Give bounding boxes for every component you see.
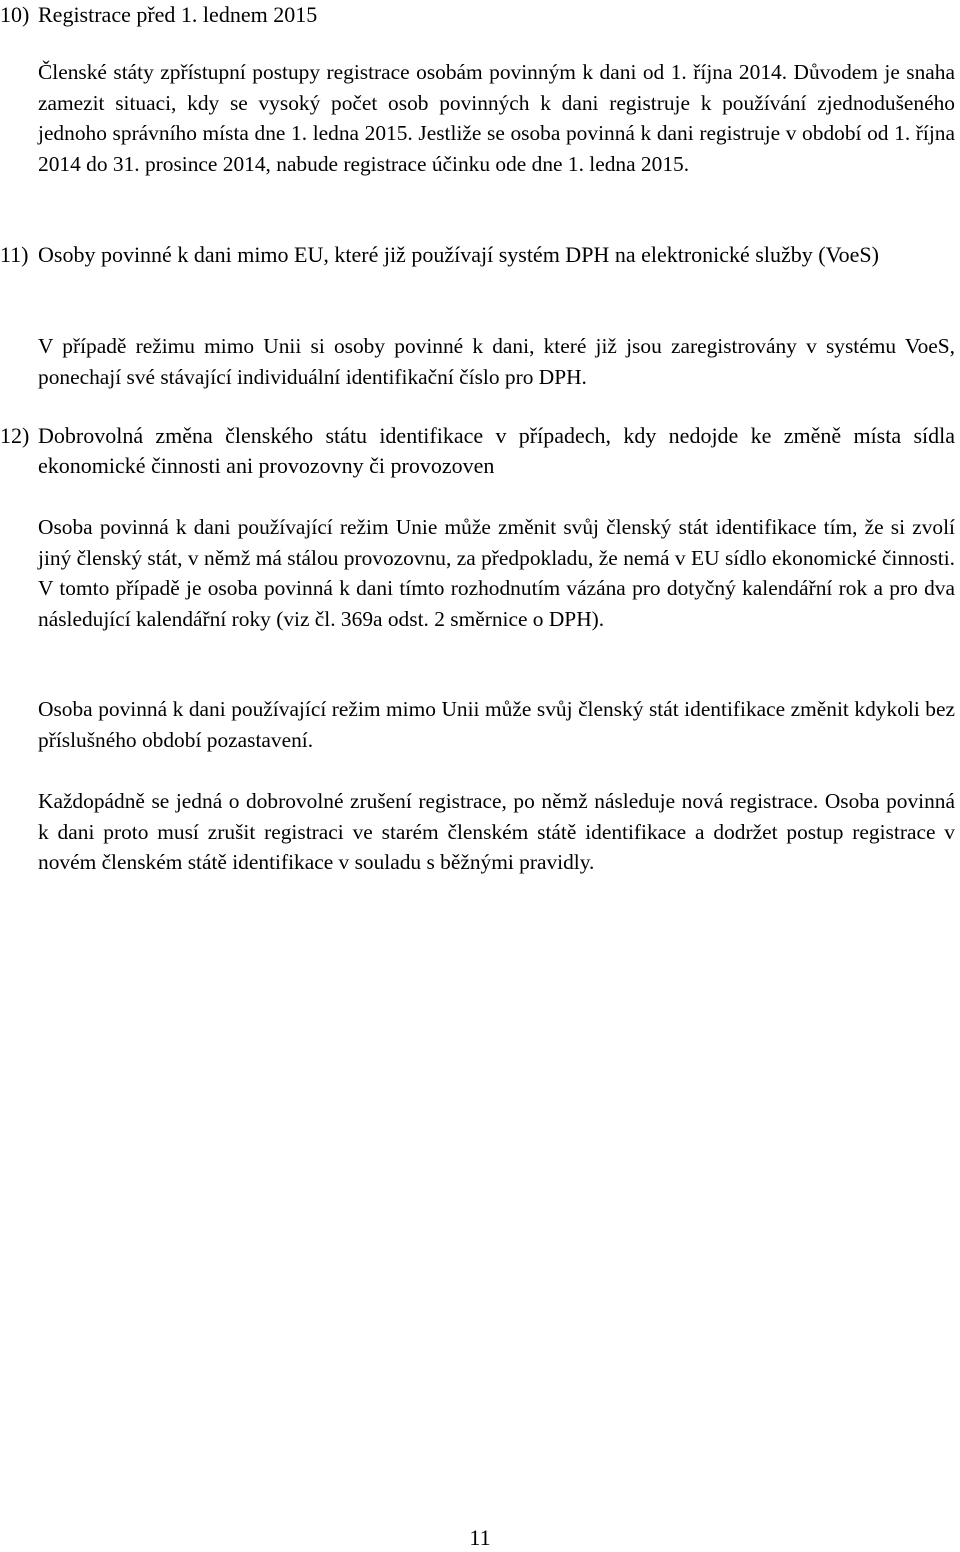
section-number: 12) <box>0 423 30 448</box>
section-title: Dobrovolná změna členského státu identifikace v případech, kdy nedojde ke změně místa sídla ekonomické činnosti ani provozovny či provozoven <box>38 423 955 478</box>
paragraph: Členské státy zpřístupní postupy registrace osobám povinným k dani od 1. října 2014. Důvodem je snaha zamezit situaci, kdy se vysoký počet osob povinných k dani registruje k používání zjednodušeného jednoho správního místa dne 1. ledna 2015. Jestliže se osoba povinná k dani registruje v období od 1. října 2014 do 31. prosince 2014, nabude registrace účinku ode dne 1. ledna 2015. <box>38 60 955 176</box>
section-title: Registrace před 1. lednem 2015 <box>38 2 318 27</box>
section-heading <box>0 0 955 30</box>
paragraph: Osoba povinná k dani používající režim mimo Unii může svůj členský stát identifikace změnit kdykoli bez příslušného období pozastavení. <box>38 697 955 752</box>
paragraph: Osoba povinná k dani používající režim Unie může změnit svůj členský stát identifikace tím, že si zvolí jiný členský stát, v němž má stálou provozovnu, za předpokladu, že nemá v EU sídlo ekonomické činnosti. V tomto případě je osoba povinná k dani tímto rozhodnutím vázána pro dotyčný kalendářní rok a pro dva následující kalendářní roky (viz čl. 369a odst. 2 směrnice o DPH). <box>38 515 955 631</box>
section-number: 11) <box>0 242 29 267</box>
page-number: 11 <box>469 1525 491 1550</box>
section-heading <box>0 421 955 481</box>
section-heading <box>0 240 955 270</box>
section-title: Osoby povinné k dani mimo EU, které již používají systém DPH na elektronické služby (VoeS) <box>38 242 879 267</box>
section-number: 10) <box>0 2 30 27</box>
paragraph: V případě režimu mimo Unii si osoby povinné k dani, které již jsou zaregistrovány v systému VoeS, ponechají své stávající individuální identifikační číslo pro DPH. <box>38 334 955 389</box>
paragraph: Každopádně se jedná o dobrovolné zrušení registrace, po němž následuje nová registrace. Osoba povinná k dani proto musí zrušit registraci ve starém členském státě identifikace a dodržet postup registrace v novém členském státě identifikace v souladu s běžnými pravidly. <box>38 789 955 874</box>
